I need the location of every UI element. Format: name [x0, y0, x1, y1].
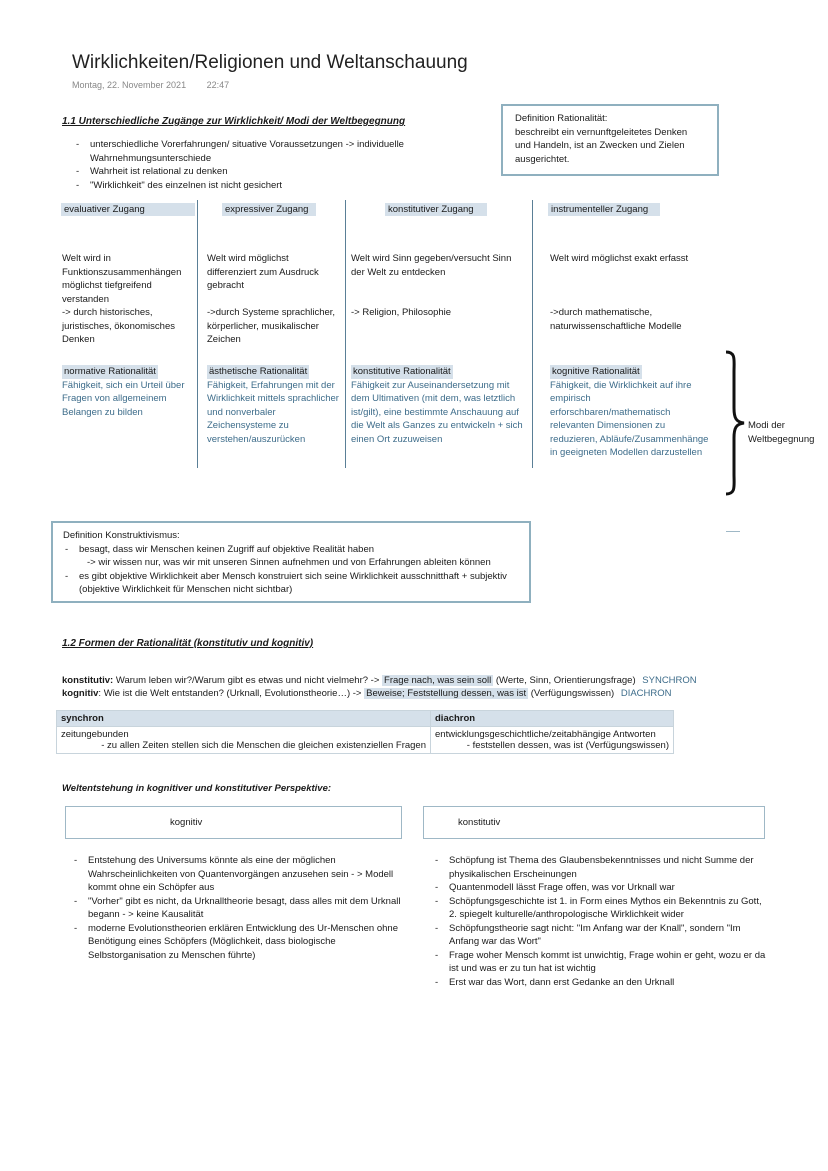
list-item: - Erst war das Wort, dann erst Gedanke an den Urknall: [433, 976, 769, 990]
tag-diachron: DIACHRON: [620, 688, 672, 699]
list-item: - es gibt objektive Wirklichkeit aber Mensch konstruiert sich seine Wirklichkeit ausschnitthaft + subjektiv (objektive Wirklichkeit für Menschen nicht sichtbar): [63, 570, 519, 597]
list-item: [63, 543, 519, 570]
column-header-evaluativ: evaluativer Zugang: [61, 203, 195, 216]
brace-label: Modi der Weltbegegnung: [748, 420, 815, 445]
rationality-text: Fähigkeit, sich ein Urteil über Fragen von allgemeinem Belangen zu bilden: [62, 379, 185, 418]
column-desc-konstitutiv: Welt wird Sinn gegeben/versucht Sinn der Welt zu entdecken: [351, 253, 512, 278]
label-box-kognitiv: [65, 806, 402, 839]
list-item-text: - besagt, dass wir Menschen keinen Zugriff auf objektive Realität haben: [79, 543, 375, 555]
definition-konstruktivismus-box: [51, 521, 531, 603]
list-item: - Schöpfungstheorie sagt nicht: "Im Anfang war der Knall", sondern "Im Anfang war das Wort": [433, 922, 769, 949]
konstruktivismus-title: Definition Konstruktivismus:: [63, 530, 180, 541]
column-header-expressiv: expressiver Zugang: [222, 203, 316, 216]
date-text: Montag, 22. November 2021: [72, 80, 187, 90]
subheading-weltentstehung: Weltentstehung in kognitiver und konstitutiver Perspektive:: [62, 783, 332, 794]
column-divider: [532, 200, 533, 468]
label-kognitiv: kognitiv: [62, 688, 99, 699]
definition-rationalitaet-box: [501, 104, 719, 176]
rationality-title: normative Rationalität: [64, 366, 156, 377]
table-cell-diachron: [431, 727, 674, 754]
line-konstitutiv-rest: (Werte, Sinn, Orientierungsfrage): [493, 675, 636, 686]
column-rationality-konstitutiv: [351, 365, 529, 446]
column-header-konstitutiv: konstitutiver Zugang: [385, 203, 487, 216]
column-rationality-expressiv: [207, 365, 345, 446]
label-konstitutiv: konstitutiv:: [62, 675, 114, 686]
rationality-title: konstitutive Rationalität: [353, 366, 451, 377]
list-item: - Schöpfung ist Thema des Glaubensbekenntnisses und nicht Summe der physikalischen Erscheinungen: [433, 854, 769, 881]
list-item: - "Wirklichkeit" des einzelnen ist nicht gesichert: [74, 179, 454, 193]
list-item: - Wahrheit ist relational zu denken: [74, 165, 454, 179]
column-rationality-evaluativ: [62, 365, 196, 419]
tag-synchron: SYNCHRON: [642, 675, 697, 686]
table-row: [57, 711, 674, 727]
label-kognitiv-box: kognitiv: [170, 817, 203, 828]
list-item: - Schöpfungsgeschichte ist 1. in Form eines Mythos ein Bekenntnis zu Gott, 2. spiegelt kulturelle/anthropologische Wirklichkeit wider: [433, 895, 769, 922]
line-kognitiv-rest: (Verfügungswissen): [528, 688, 615, 699]
cell-line: entwicklungsgeschichtliche/zeitabhängige Antworten: [435, 729, 656, 740]
column-header-instrumentell: instrumenteller Zugang: [548, 203, 660, 216]
rationality-text: Fähigkeit zur Auseinandersetzung mit dem Ultimativen (mit dem, was letztlich ist/gilt), eine bestimmte Anschauung auf die Welt als Ganzes zu entwickeln + sich einen Ort zuzuweisen: [351, 379, 523, 445]
column-means-evaluativ: -> durch historisches, juristisches, ökonomisches Denken: [62, 307, 175, 345]
line-kognitiv: [62, 687, 802, 701]
table-row: [57, 727, 674, 754]
definition-rationalitaet-text: beschreibt ein vernunftgeleitetes Denken und Handeln, ist an Zwecken und Zielen ausgerichtet.: [515, 126, 688, 165]
label-box-konstitutiv: [423, 806, 765, 839]
table-header-synchron: synchron: [57, 711, 431, 727]
divider-mark: [726, 531, 740, 532]
cell-line: zeitungebunden: [61, 729, 129, 740]
definition-rationalitaet-title: Definition Rationalität:: [515, 113, 608, 124]
cell-line: - zu allen Zeiten stellen sich die Menschen die gleichen existenziellen Fragen: [101, 740, 426, 751]
list-item: - Quantenmodell lässt Frage offen, was vor Urknall war: [433, 881, 769, 895]
list-item: - "Vorher" gibt es nicht, da Urknalltheorie besagt, dass alles mit dem Urknall begann - > keine Kausalität: [72, 895, 404, 922]
section-1-heading: 1.1 Unterschiedliche Zugänge zur Wirklichkeit/ Modi der Weltbegegnung: [62, 116, 406, 127]
column-means-konstitutiv: -> Religion, Philosophie: [351, 307, 452, 318]
rationality-text: Fähigkeit, die Wirklichkeit auf ihre empirisch erforschbaren/mathematisch relevanten Dimensionen zu reduzieren, Abläufe/Zusammenhänge in geeigneten Modellen darzustellen: [550, 379, 709, 458]
section-2-heading: 1.2 Formen der Rationalität (konstitutiv und kognitiv): [62, 638, 314, 649]
list-item: - unterschiedliche Vorerfahrungen/ situative Voraussetzungen -> individuelle Wahrnehmungsunterschiede: [74, 138, 454, 165]
list-item-subtext: -> wir wissen nur, was wir mit unseren Sinnen aufnehmen und von Erfahrungen ableiten können: [87, 557, 491, 568]
curly-brace: [722, 350, 748, 496]
line-konstitutiv: [62, 674, 802, 688]
label-konstitutiv-box: konstitutiv: [458, 817, 501, 828]
rationality-title: ästhetische Rationalität: [209, 366, 308, 377]
column-divider: [197, 200, 198, 468]
synchron-diachron-table: [56, 710, 674, 754]
kognitiv-bullets: [72, 854, 404, 962]
line-kognitiv-highlight: Beweise; Feststellung dessen, was ist: [366, 688, 527, 699]
column-rationality-instrumentell: [550, 365, 712, 460]
column-desc-expressiv: Welt wird möglichst differenziert zum Ausdruck gebracht: [207, 253, 319, 291]
line-konstitutiv-text: Warum leben wir?/Warum gibt es etwas und nicht vielmehr? ->: [113, 675, 383, 686]
table-header-diachron: diachron: [431, 711, 674, 727]
rationality-text: Fähigkeit, Erfahrungen mit der Wirklichkeit mittels sprachlicher und nonverbaler Zeichensysteme zu verstehen/auszurücken: [207, 379, 339, 445]
page-date: [72, 80, 247, 90]
section-1-bullets: [74, 138, 454, 192]
list-item: - moderne Evolutionstheorien erklären Entwicklung des Ur-Menschen ohne Benötigung eines Schöpfers (Möglichkeit, dass biologische Selbstorganisation zu Menschen führte): [72, 922, 404, 963]
page-title: Wirklichkeiten/Religionen und Weltanschauung: [72, 52, 468, 73]
column-desc-instrumentell: Welt wird möglichst exakt erfasst: [550, 253, 689, 264]
rationality-title: kognitive Rationalität: [552, 366, 640, 377]
table-cell-synchron: [57, 727, 431, 754]
line-kognitiv-text: : Wie ist die Welt entstanden? (Urknall, Evolutionstheorie…) ->: [98, 688, 365, 699]
line-konstitutiv-highlight: Frage nach, was sein soll: [384, 675, 492, 686]
konstitutiv-bullets: [433, 854, 769, 989]
column-means-expressiv: ->durch Systeme sprachlicher, körperlicher, musikalischer Zeichen: [207, 307, 336, 345]
list-item: - Frage woher Mensch kommt ist unwichtig, Frage wohin er geht, wozu er da ist und was er zu tun hat ist wichtig: [433, 949, 769, 976]
column-desc-evaluativ: Welt wird in Funktionszusammenhängen möglichst tiefgreifend verstanden: [62, 253, 182, 305]
konstruktivismus-bullets: [63, 543, 519, 597]
column-means-instrumentell: ->durch mathematische, naturwissenschaftliche Modelle: [550, 307, 682, 332]
cell-line: - feststellen dessen, was ist (Verfügungswissen): [466, 740, 669, 751]
time-text: 22:47: [206, 80, 230, 90]
column-divider: [345, 200, 346, 468]
list-item: - Entstehung des Universums könnte als eine der möglichen Wahrscheinlichkeiten von Quantenvorgängen anzusehen sein - > Modell kommt ohne ein Schöpfer aus: [72, 854, 404, 895]
